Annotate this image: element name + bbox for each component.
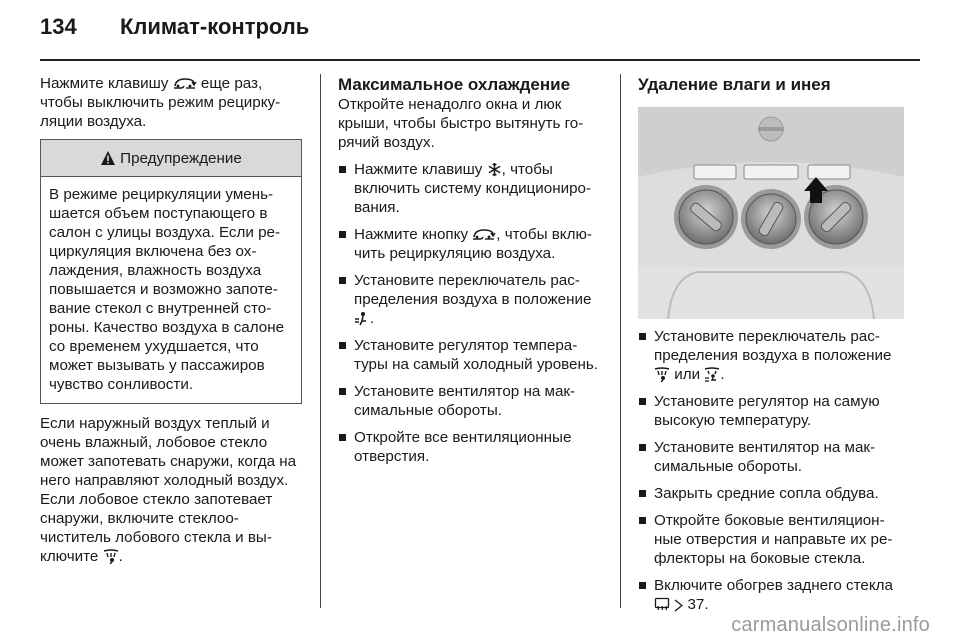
list-item: Откройте боковые вентиляционные отверстия и направьте их рефлекторы на боковые стекла. (638, 511, 904, 568)
intro-paragraph: Нажмите клавишу еще раз, чтобы выключить режим рециркуляции воздуха. (40, 75, 281, 130)
rear-window-defrost-icon (654, 597, 670, 612)
column-left (40, 74, 302, 566)
climate-control-panel-image (638, 107, 904, 319)
instruction-list (338, 160, 604, 466)
watermark: carmanualsonline.info (731, 614, 930, 636)
warning-box (40, 139, 302, 404)
page-header (40, 14, 920, 50)
list-item: Установите регулятор температуры на самый холодный уровень. (338, 336, 604, 374)
page-reference-icon (674, 599, 683, 612)
column-divider (320, 74, 321, 608)
temperature-knob[interactable] (674, 185, 738, 249)
chapter-title: Климат-контроль (120, 14, 310, 39)
body-paragraph: Если наружный воздух теплый и очень влажный, лобовое стекло может запотевать снаружи, когда на него направляют холодный воздух. Если лобовое стекло запотевает снаружи, включите стеклоочиститель лобового стекла и выключите . (40, 415, 297, 565)
footwell-vent-icon (354, 311, 370, 326)
recirculation-icon (472, 228, 496, 242)
header-divider (40, 59, 920, 61)
page-number: 134 (40, 14, 77, 39)
fan-speed-knob[interactable] (741, 189, 801, 249)
column-middle (338, 74, 604, 466)
section-heading-defog: Удаление влаги и инея (638, 75, 831, 94)
instruction-list (638, 327, 904, 614)
windshield-defrost-icon (654, 367, 670, 382)
warning-text: В режиме рециркуляции уменьшается объем поступающего в салон с улицы воздуха. Если рециркуляция включена без охлаждения, влажность воздуха повышается и возможно запотевание стекол с внутренней стороны. Качество воздуха в салоне со временем ухудшается, что может вызывать у пассажиров чувство сонливости. (49, 186, 285, 393)
windshield-footwell-icon (704, 367, 720, 382)
warning-triangle-icon (100, 150, 116, 166)
list-item: Включите обогрев заднего стекла 37. (638, 576, 904, 614)
list-item: Установите вентилятор на максимальные обороты. (638, 438, 904, 476)
windshield-defrost-icon (103, 549, 119, 564)
list-item: Установите переключатель распределения воздуха в положение или . (638, 327, 904, 384)
intro-paragraph: Откройте ненадолго окна и люк крыши, чтобы быстро вытянуть горячий воздух. (338, 96, 584, 151)
list-item: Закрыть средние сопла обдува. (638, 484, 904, 503)
top-button-row (694, 165, 850, 179)
list-item: Нажмите кнопку , чтобы включить рециркуляцию воздуха. (338, 225, 604, 263)
warning-header (41, 140, 301, 177)
list-item: Установите переключатель распределения воздуха в положение . (338, 271, 604, 328)
warning-title: Предупреждение (120, 149, 242, 167)
snowflake-icon (487, 162, 502, 177)
list-item: Установите регулятор на самую высокую температуру. (638, 392, 904, 430)
recirculation-icon (173, 77, 197, 91)
list-item: Установите вентилятор на максимальные обороты. (338, 382, 604, 420)
list-item: Откройте все вентиляционные отверстия. (338, 428, 604, 466)
column-divider (620, 74, 621, 608)
section-heading-max-cooling: Максимальное охлаждение (338, 75, 571, 94)
list-item: Нажмите клавишу , чтобы включить систему кондиционирования. (338, 160, 604, 217)
column-right (638, 74, 904, 614)
